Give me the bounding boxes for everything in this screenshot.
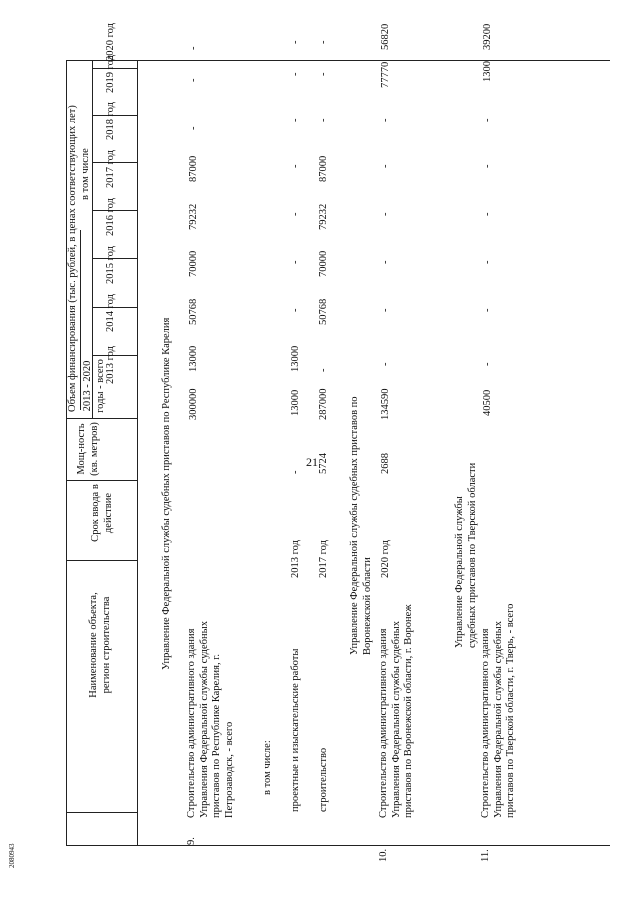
row10-2013: - <box>380 362 391 366</box>
header-funding-title: Объем финансирования (тыс. рублей, в ценах соответствующих лет) <box>67 105 78 412</box>
row10-2014: - <box>380 308 391 312</box>
section-karelia: Управление Федеральной службы судебных приставов по Республике Карелия <box>161 317 172 670</box>
row10-name: Строительство административного здания Управления Федеральной службы судебных приставов по Воронежской области, г. Воронеж <box>378 604 414 818</box>
row11-2014: - <box>482 308 493 312</box>
doc-code: 2080943 <box>8 843 16 868</box>
row9a-2016: - <box>290 212 301 216</box>
row11-num: 11. <box>480 849 491 862</box>
row11-2019: 1300 <box>482 61 493 82</box>
row10-2015: - <box>380 260 391 264</box>
header-capacity: Мощ-ность (кв. метров) <box>76 422 100 476</box>
year-2016: 2016 год <box>105 198 116 236</box>
row9a-2019: - <box>290 72 301 76</box>
row10-2020: 56820 <box>380 23 391 50</box>
row9-2018: - <box>188 126 199 130</box>
row11-2016: - <box>482 212 493 216</box>
row11-total: 40500 <box>482 389 493 416</box>
row11-2013: - <box>482 362 493 366</box>
header-name: Наименование объекта, регион строительства <box>88 592 112 698</box>
row10-2016: - <box>380 212 391 216</box>
row9a-date: 2013 год <box>290 540 301 578</box>
name-date-divider <box>66 560 137 561</box>
row11-2017: - <box>482 164 493 168</box>
row9-2019: - <box>188 78 199 82</box>
header-total: 2013 - 2020 годы - всего <box>82 359 106 413</box>
row9-2013: 13000 <box>188 345 199 372</box>
row9a-2013: 13000 <box>290 345 301 372</box>
header-incl: в том числе <box>80 148 91 200</box>
row9a-2020: - <box>290 40 301 44</box>
row9b-date: 2017 год <box>318 540 329 578</box>
year-2017: 2017 год <box>105 150 116 188</box>
row10-total: 134590 <box>380 388 391 420</box>
row9b-2019: - <box>318 72 329 76</box>
section-tver: Управление Федеральной службы судебных приставов по Тверской области <box>454 462 478 648</box>
year-2018: 2018 год <box>105 102 116 140</box>
row9b-2020: - <box>318 40 329 44</box>
row11-2020: 39200 <box>482 23 493 50</box>
year-2019: 2019 год <box>105 55 116 93</box>
row9-2015: 70000 <box>188 250 199 277</box>
row9-name: Строительство административного здания Управления Федеральной службы судебных приставов по Республике Карелия, г. Петрозаводск, - всего <box>186 621 235 818</box>
row9-num: 9. <box>186 837 197 845</box>
row9-2017: 87000 <box>188 155 199 182</box>
row9a-2014: - <box>290 308 301 312</box>
row9-2014: 50768 <box>188 298 199 325</box>
row11-2015: - <box>482 260 493 264</box>
row9b-2016: 79232 <box>318 203 329 230</box>
table-border-top <box>66 60 610 61</box>
row9a-2015: - <box>290 260 301 264</box>
row9b-total: 287000 <box>318 388 329 420</box>
page-number: 21 <box>306 455 318 469</box>
row9b-2014: 50768 <box>318 298 329 325</box>
row9-total: 300000 <box>188 388 199 420</box>
cap-total-divider <box>66 418 137 419</box>
row9a-total: 13000 <box>290 389 301 416</box>
row10-num: 10. <box>378 848 389 862</box>
row9b-capacity: 5724 <box>318 453 329 474</box>
section-voronezh: Управление Федеральной службы судебных приставов по Воронежской области <box>349 396 373 655</box>
incl-label: в том числе: <box>262 740 273 795</box>
year-2015: 2015 год <box>105 246 116 284</box>
row9b-2017: 87000 <box>318 155 329 182</box>
year-2020: 2020 год <box>105 23 116 61</box>
row11-2018: - <box>482 118 493 122</box>
header-date: Срок ввода в действие <box>90 484 114 542</box>
row10-2017: - <box>380 164 391 168</box>
row10-2018: - <box>380 118 391 122</box>
header-band-right <box>137 60 138 845</box>
row10-2019: 77770 <box>380 61 391 88</box>
num-name-divider <box>66 812 137 813</box>
row9b-2015: 70000 <box>318 250 329 277</box>
row9a-2018: - <box>290 118 301 122</box>
row9a-capacity: - <box>290 470 301 474</box>
row9b-2013: - <box>318 368 329 372</box>
row9a-2017: - <box>290 164 301 168</box>
funding-inner-line <box>80 230 81 410</box>
row10-capacity: 2688 <box>380 453 391 474</box>
row9-2016: 79232 <box>188 203 199 230</box>
row9a-name: проектные и изыскательские работы <box>290 648 301 812</box>
row10-date: 2020 год <box>380 540 391 578</box>
row11-name: Строительство административного здания Управления Федеральной службы судебных приставов по Тверской области, г. Тверь, - всего <box>480 603 516 818</box>
table-border-bottom <box>66 845 610 846</box>
row9b-name: строительство <box>318 747 329 812</box>
year-2014: 2014 год <box>105 294 116 332</box>
year-2013: 2013 год <box>105 346 116 384</box>
row9b-2018: - <box>318 118 329 122</box>
row9-2020: - <box>188 46 199 50</box>
